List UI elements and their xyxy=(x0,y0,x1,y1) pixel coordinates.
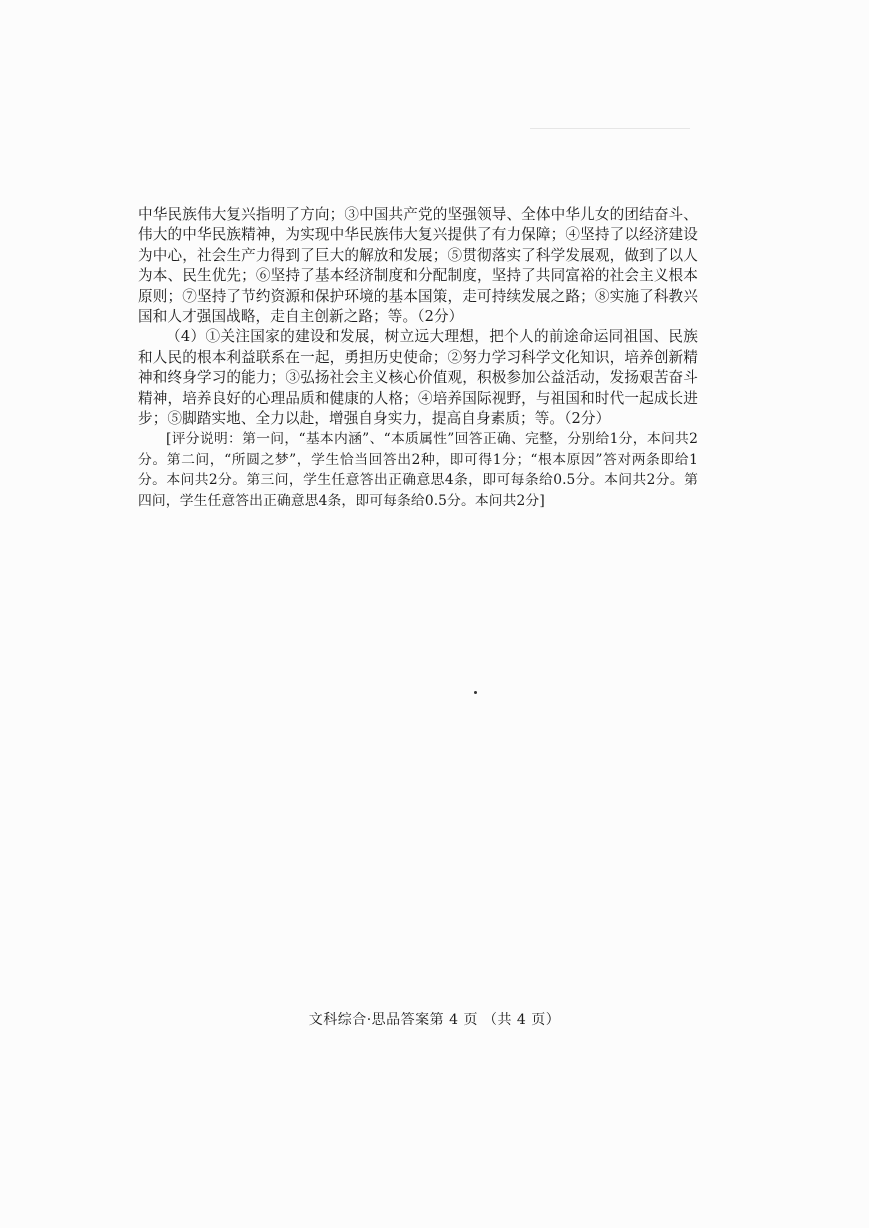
scoring-note: [评分说明：第一问，“基本内涵”、“本质属性”回答正确、完整，分别给1分，本问共2分。第二问，“所圆之梦”，学生恰当回答出2种，即可得1分；“根本原因”答对两条即给1分。本问共2分。第三问，学生任意答出正确意思4条，即可每条给0.5分。本问共2分。第四问，学生任意答出正确意思4条，即可每条给0.5分。本问共2分] xyxy=(138,431,698,509)
answer-paragraph-4: （4）①关注国家的建设和发展，树立远大理想，把个人的前途命运同祖国、民族和人民的根本利益联系在一起，勇担历史使命；②努力学习科学文化知识，培养创新精神和终身学习的能力；③弘扬社会主义核心价值观，积极参加公益活动，发扬艰苦奋斗精神，培养良好的心理品质和健康的人格；④培养国际视野，与祖国和时代一起成长进步；⑤脚踏实地、全力以赴，增强自身实力，提高自身素质；等。（2分） xyxy=(138,328,698,428)
answer-content xyxy=(138,205,698,511)
page-footer: 文科综合·思品答案第 4 页 （共 4 页） xyxy=(308,1012,561,1028)
scan-speck xyxy=(474,691,477,694)
answer-paragraph-continuation: 中华民族伟大复兴指明了方向；③中国共产党的坚强领导、全体中华儿女的团结奋斗、伟大的中华民族精神，为实现中华民族伟大复兴提供了有力保障；④坚持了以经济建设为中心，社会生产力得到了巨大的解放和发展；⑤贯彻落实了科学发展观，做到了以人为本、民生优先；⑥坚持了基本经济制度和分配制度，坚持了共同富裕的社会主义根本原则；⑦坚持了节约资源和保护环境的基本国策，走可持续发展之路；⑧实施了科教兴国和人才强国战略，走自主创新之路；等。（2分） xyxy=(138,206,698,326)
scan-artifact xyxy=(530,128,690,129)
